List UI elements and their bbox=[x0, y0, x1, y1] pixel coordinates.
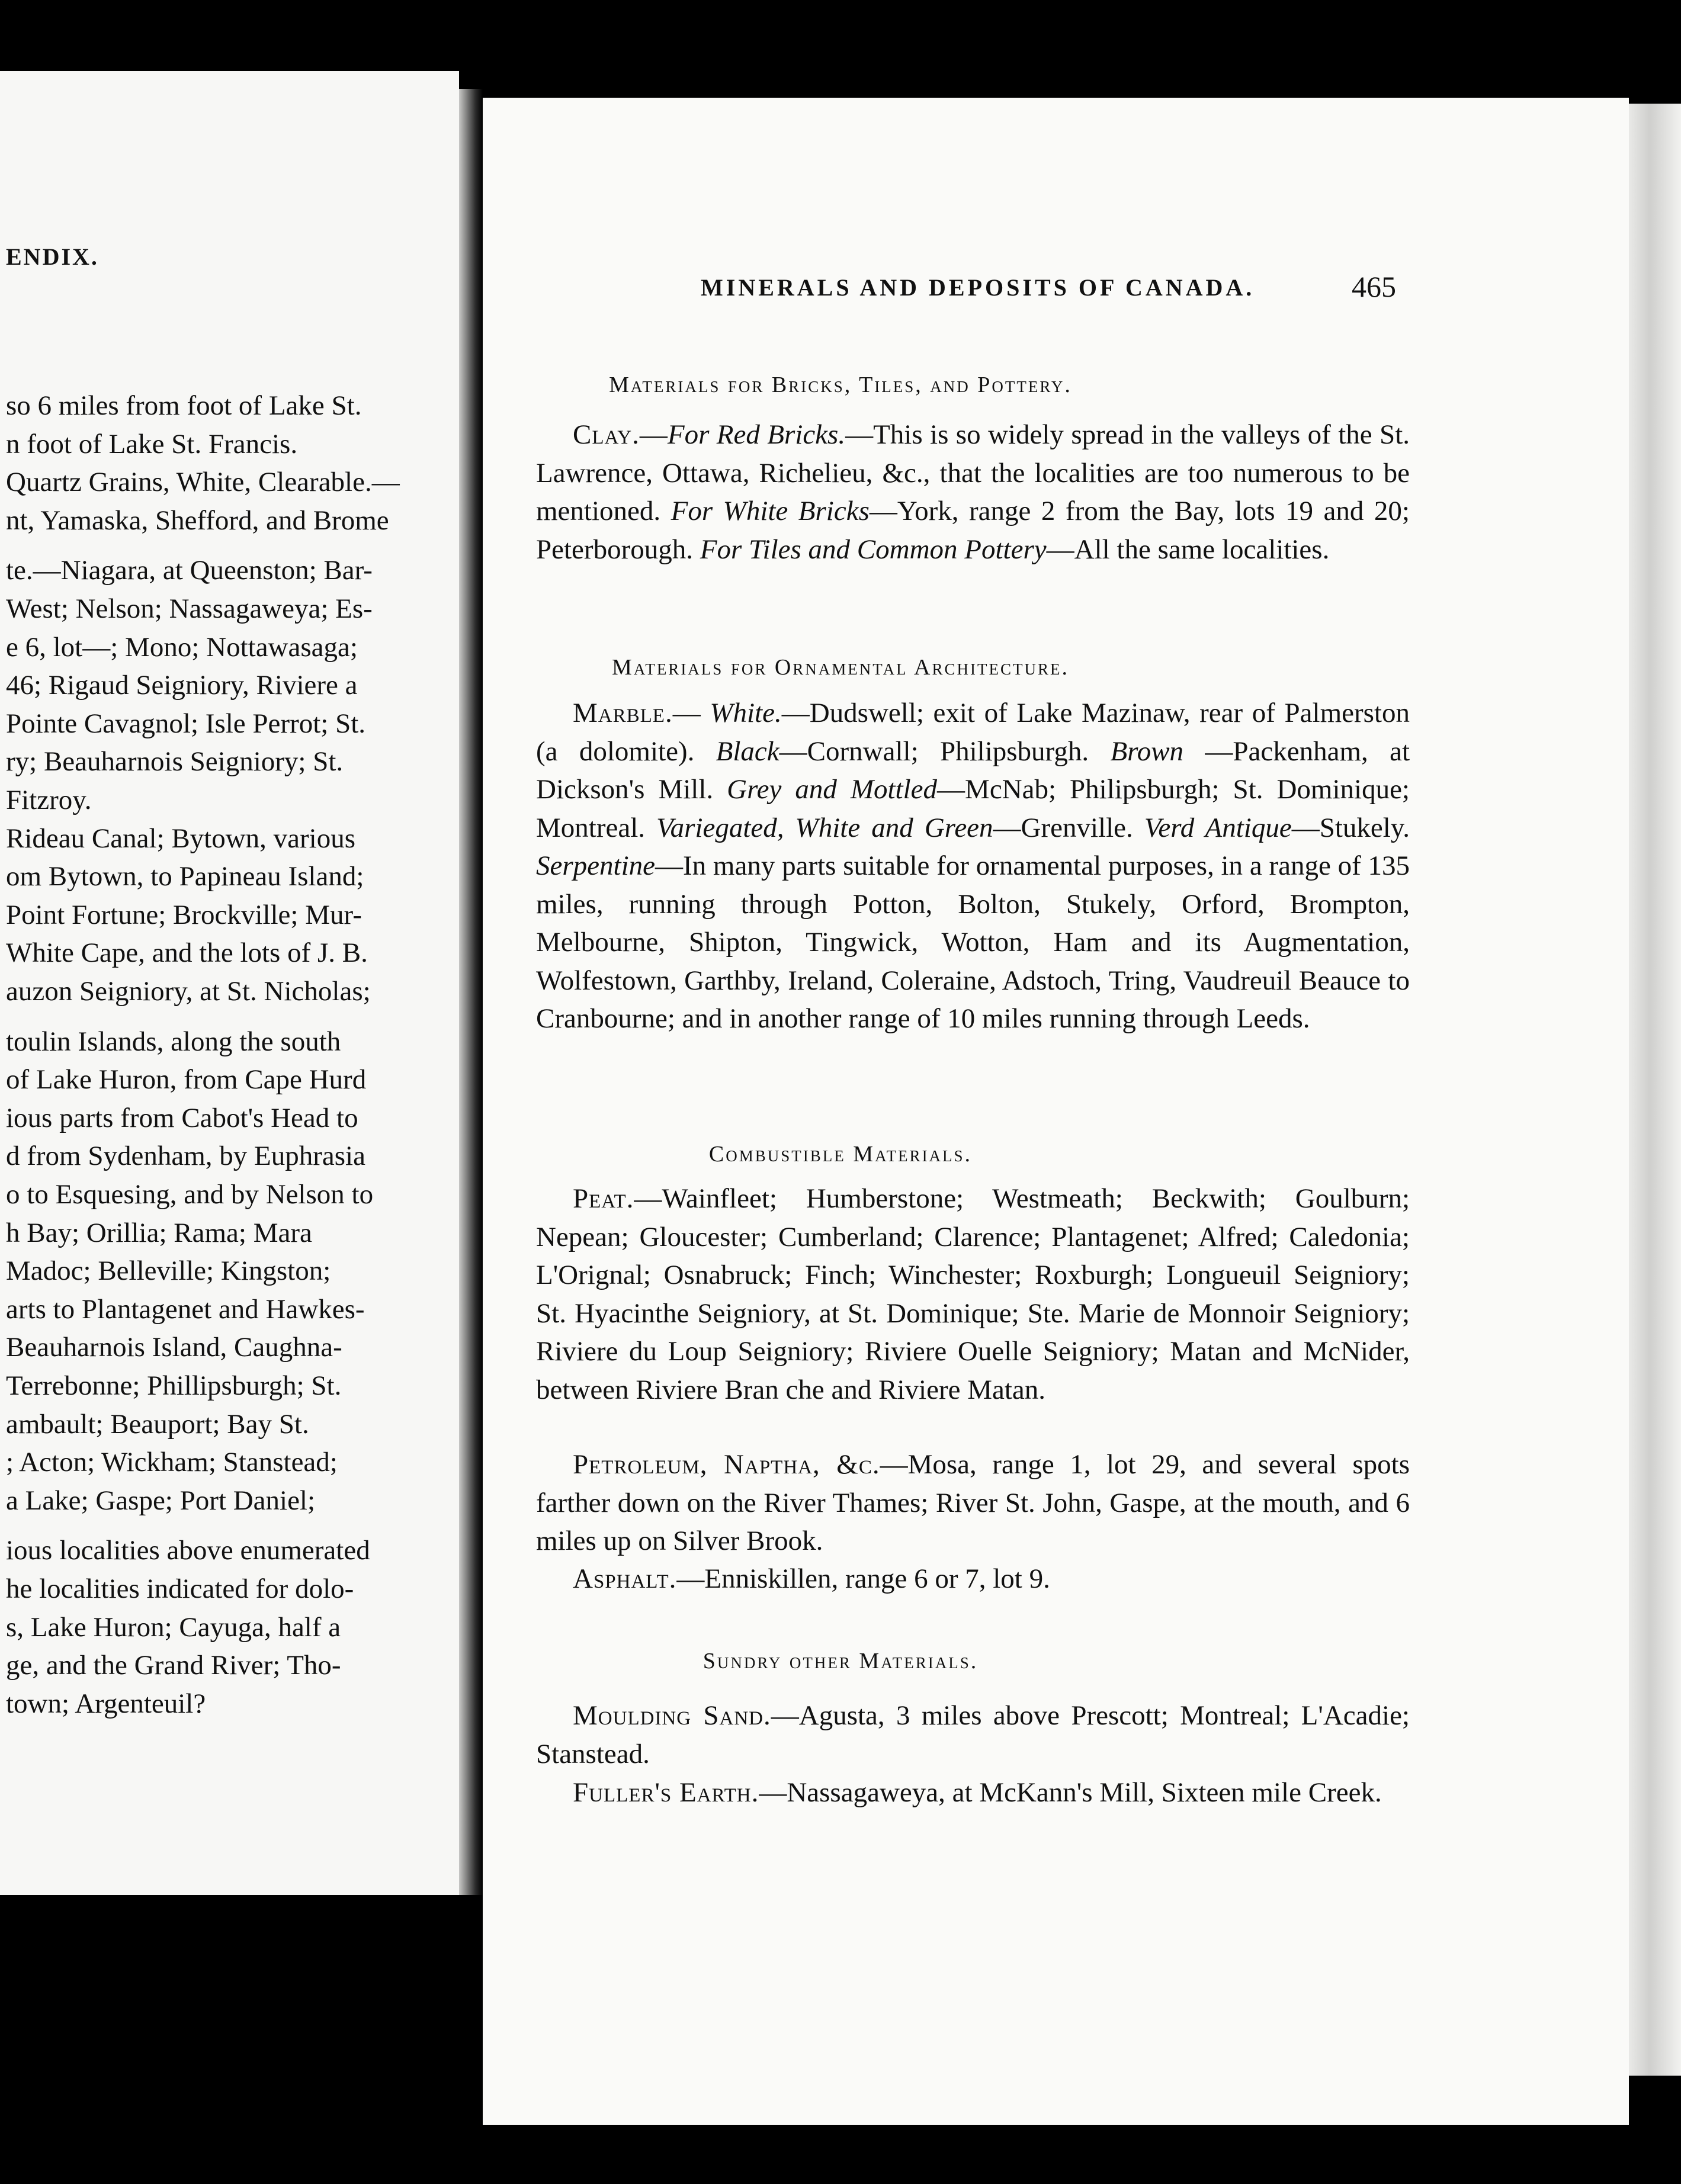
left-page-line: a Lake; Gaspe; Port Daniel; bbox=[6, 1485, 316, 1516]
left-page-line: ious localities above enumerated bbox=[6, 1535, 370, 1566]
left-page-line: Madoc; Belleville; Kingston; bbox=[6, 1255, 331, 1287]
running-head: MINERALS AND DEPOSITS OF CANADA. bbox=[701, 274, 1255, 301]
left-page-line: ambault; Beauport; Bay St. bbox=[6, 1408, 309, 1440]
entry-lead: Peat. bbox=[573, 1183, 634, 1214]
entry-text: —Cornwall; Philipsburgh. bbox=[779, 736, 1111, 767]
entry-text: —This is so widely spread in the valleys of the St. Lawrence, Ottawa, Richelieu, &c., that the localities are too numerous to be mentioned. bbox=[536, 419, 1410, 526]
entry-text: —Agusta, 3 miles above Prescott; Montreal; L'Acadie; Stanstead. bbox=[536, 1700, 1410, 1769]
left-page-line: h Bay; Orillia; Rama; Mara bbox=[6, 1217, 312, 1248]
entry-text: —McNab; Philipsburgh; St. Dominique; Montreal. bbox=[536, 774, 1410, 843]
left-page-line: 46; Rigaud Seigniory, Riviere a bbox=[6, 670, 358, 701]
section-heading-sundry: Sundry other Materials. bbox=[702, 1649, 979, 1674]
entry-text: — bbox=[672, 698, 710, 728]
left-page-line: e 6, lot—; Mono; Nottawasaga; bbox=[6, 631, 358, 663]
entry-text: —Dudswell; exit of Lake Mazinaw, rear of Palmerston (a dolomite). bbox=[536, 698, 1410, 767]
left-page-line: ge, and the Grand River; Tho- bbox=[6, 1650, 341, 1681]
left-page-line: auzon Seigniory, at St. Nicholas; bbox=[6, 976, 371, 1007]
entry-text: —Packenham, at Dickson's Mill. bbox=[536, 736, 1410, 805]
left-page-line: s, Lake Huron; Cayuga, half a bbox=[6, 1611, 341, 1643]
left-page-line: te.—Niagara, at Queenston; Bar- bbox=[6, 555, 373, 586]
italic-term: Verd Antique bbox=[1144, 812, 1292, 843]
right-page bbox=[483, 98, 1629, 2125]
entry-text: —Grenville. bbox=[993, 812, 1144, 843]
entry-text: —York, range 2 from the Bay, lots 19 and 20; Peterborough. bbox=[536, 496, 1410, 565]
entry-text: —Enniskillen, range 6 or 7, lot 9. bbox=[676, 1563, 1050, 1594]
entry-lead: Marble. bbox=[573, 698, 673, 728]
entry-lead: Petroleum, Naptha, &c. bbox=[573, 1449, 880, 1480]
italic-term: Variegated, White and Green bbox=[656, 812, 993, 843]
left-page-line: Point Fortune; Brockville; Mur- bbox=[6, 899, 362, 930]
left-running-head: ENDIX. bbox=[6, 243, 99, 270]
entry-text: —All the same localities. bbox=[1046, 534, 1330, 565]
left-page-line: ious parts from Cabot's Head to bbox=[6, 1102, 358, 1133]
entry-text: —In many parts suitable for ornamental purposes, in a range of 135 miles, running through Potton, Bolton, Stukely, Orford, Brompton, Melbourne, Shipton, Tingwick, Wotton, Ham and its Augmentation, Wolfestown, Garthby, Ireland, Coleraine, Adstoch, Tring, Vaudreuil Beauce to Cranbourne; and in another range of 10 miles running through Leeds. bbox=[536, 850, 1410, 1034]
left-page-line: Terrebonne; Phillipsburgh; St. bbox=[6, 1370, 342, 1401]
paragraph-asphalt bbox=[536, 1560, 1410, 1598]
entry-lead: Asphalt. bbox=[573, 1563, 677, 1594]
paragraph-moulding-sand bbox=[536, 1697, 1410, 1773]
italic-term: For White Bricks bbox=[671, 496, 870, 526]
left-page-line: of Lake Huron, from Cape Hurd bbox=[6, 1064, 367, 1096]
page-edge bbox=[1629, 104, 1681, 2076]
section-heading-ornamental: Materials for Ornamental Architecture. bbox=[612, 655, 1069, 680]
left-page-line: d from Sydenham, by Euphrasia bbox=[6, 1141, 365, 1172]
italic-term: For Red Bricks. bbox=[667, 419, 846, 450]
paragraph-clay bbox=[536, 416, 1410, 569]
left-page-line: West; Nelson; Nassagaweya; Es- bbox=[6, 593, 373, 624]
italic-term: White. bbox=[710, 698, 782, 728]
paragraph-petroleum bbox=[536, 1446, 1410, 1560]
left-page-line: he localities indicated for dolo- bbox=[6, 1573, 354, 1604]
entry-text: —Nassagaweya, at McKann's Mill, Sixteen mile Creek. bbox=[759, 1777, 1382, 1808]
left-page-line: om Bytown, to Papineau Island; bbox=[6, 861, 364, 892]
left-page-line: town; Argenteuil? bbox=[6, 1688, 206, 1719]
paragraph-marble bbox=[536, 694, 1410, 1038]
paragraph-peat bbox=[536, 1180, 1410, 1409]
section-heading-combustible: Combustible Materials. bbox=[708, 1142, 973, 1167]
italic-term: Serpentine bbox=[536, 850, 655, 881]
italic-term: For Tiles and Common Pottery bbox=[700, 534, 1047, 565]
left-page-line: o to Esquesing, and by Nelson to bbox=[6, 1179, 374, 1210]
left-page-line: Fitzroy. bbox=[6, 785, 92, 815]
left-page-line: toulin Islands, along the south bbox=[6, 1026, 341, 1057]
section-heading-bricks: Materials for Bricks, Tiles, and Pottery. bbox=[609, 372, 1072, 397]
left-page-line: arts to Plantagenet and Hawkes- bbox=[6, 1293, 365, 1325]
page-number: 465 bbox=[1352, 270, 1396, 303]
left-page-line: n foot of Lake St. Francis. bbox=[6, 428, 298, 460]
left-page-line: ry; Beauharnois Seigniory; St. bbox=[6, 746, 344, 778]
left-page-line: so 6 miles from foot of Lake St. bbox=[6, 390, 362, 421]
left-page-line: Beauharnois Island, Caughna- bbox=[6, 1332, 342, 1363]
left-page-line: White Cape, and the lots of J. B. bbox=[6, 937, 368, 969]
entry-lead: Clay. bbox=[573, 419, 640, 450]
entry-lead: Fuller's Earth. bbox=[573, 1777, 759, 1808]
paragraph-fullers-earth bbox=[536, 1774, 1410, 1812]
left-page-line: Rideau Canal; Bytown, various bbox=[6, 823, 356, 854]
left-page bbox=[0, 71, 459, 1895]
entry-text: —Stukely. bbox=[1291, 812, 1410, 843]
book-gutter bbox=[459, 89, 483, 1895]
italic-term: Grey and Mottled bbox=[727, 774, 938, 805]
italic-term: Black bbox=[716, 736, 779, 767]
left-page-line: nt, Yamaska, Shefford, and Brome bbox=[6, 505, 389, 536]
left-page-line: ; Acton; Wickham; Stanstead; bbox=[6, 1447, 338, 1478]
entry-text: — bbox=[639, 419, 668, 450]
left-page-line: Quartz Grains, White, Clearable.— bbox=[6, 467, 400, 498]
italic-term: Brown bbox=[1110, 736, 1184, 767]
left-page-line: Pointe Cavagnol; Isle Perrot; St. bbox=[6, 708, 366, 739]
entry-text: —Wainfleet; Humberstone; Westmeath; Beckwith; Goulburn; Nepean; Gloucester; Cumberland; Clarence; Plantagenet; Alfred; Caledonia; L'Orignal; Osnabruck; Finch; Winchester; Roxburgh; Longueuil Seigniory; St. Hyacinthe Seigniory, at St. Dominique; Ste. Marie de Monnoir Seigniory; Riviere du Loup Seigniory; Riviere Ouelle Seigniory; Matan and McNider, between Riviere Bran che and Riviere Matan. bbox=[536, 1183, 1410, 1405]
entry-lead: Moulding Sand. bbox=[573, 1700, 771, 1731]
entry-text: —Mosa, range 1, lot 29, and several spots farther down on the River Thames; River St. John, Gaspe, at the mouth, and 6 miles up on Silver Brook. bbox=[536, 1449, 1410, 1556]
